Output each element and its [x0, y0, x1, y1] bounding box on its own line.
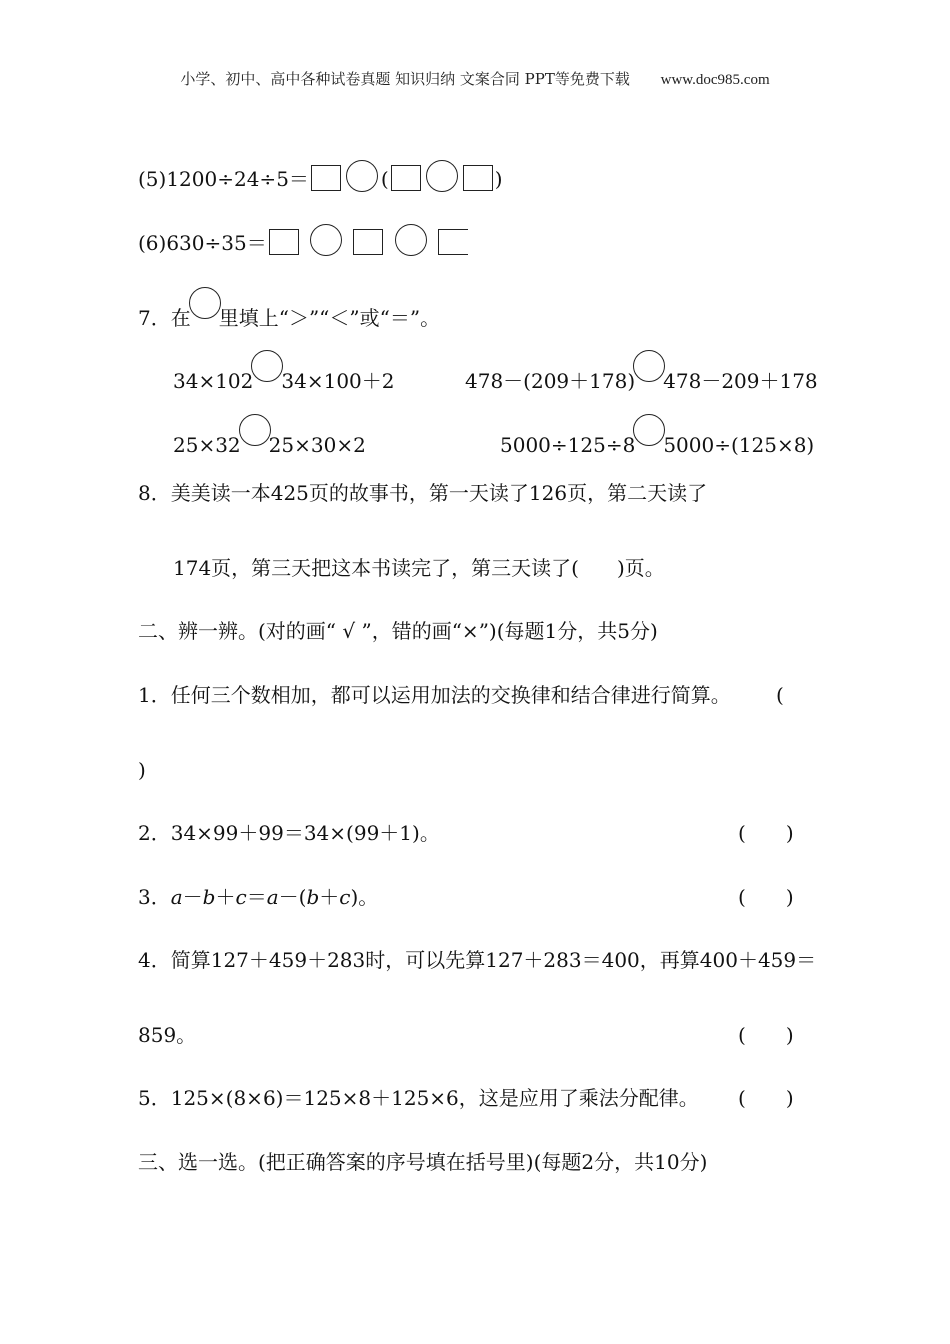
- op: －: [182, 885, 203, 909]
- q8-text: 174页，第三天把这本书读完了，第三天读了(: [173, 556, 579, 580]
- q7-prefix: 7．在: [138, 306, 191, 330]
- question-5: [138, 160, 503, 194]
- op: ＝: [246, 885, 267, 909]
- compare-right: 5000÷(125×8): [663, 433, 815, 457]
- operator-circle[interactable]: [346, 160, 378, 192]
- operator-circle[interactable]: [426, 160, 458, 192]
- compare-right: 478－209＋178: [663, 369, 818, 393]
- paren-open: (: [738, 885, 746, 909]
- compare-right: 34×100＋2: [281, 369, 395, 393]
- q5-label: (5)1200÷24÷5＝: [138, 167, 309, 191]
- question-7: [138, 287, 440, 333]
- judge-item-4-line2: 859。: [138, 1023, 197, 1047]
- q7-suffix: 里填上“＞”“＜”或“＝”。: [218, 306, 441, 330]
- header-site: www.doc985.com: [660, 72, 770, 88]
- compare-item: [173, 414, 366, 460]
- answer-box[interactable]: [391, 165, 421, 191]
- var-b: b: [306, 885, 320, 909]
- paren-close: ): [785, 821, 794, 845]
- q5-paren-open: (: [380, 167, 389, 191]
- var-c: c: [339, 885, 351, 909]
- var-c: c: [235, 885, 247, 909]
- var-a: a: [170, 885, 183, 909]
- compare-item: [465, 350, 818, 396]
- compare-circle[interactable]: [633, 414, 665, 446]
- q8-text-end: )页。: [616, 556, 665, 580]
- section-2-title: 二、辨一辨。(对的画“ √ ”，错的画“×”)(每题1分，共5分): [138, 619, 658, 643]
- var-a: a: [266, 885, 279, 909]
- judge-item-5: 5．125×(8×6)＝125×8＋125×6，这是应用了乘法分配律。: [138, 1086, 699, 1110]
- judge-paren-open[interactable]: (: [776, 683, 784, 707]
- judge-answer[interactable]: [738, 1020, 794, 1050]
- judge-answer[interactable]: [738, 1083, 794, 1113]
- compare-left: 25×32: [173, 433, 241, 457]
- question-6: [138, 224, 470, 258]
- judge-paren-close[interactable]: ): [138, 758, 146, 782]
- question-8-line2: [173, 553, 665, 583]
- op: ＋: [319, 885, 340, 909]
- judge-answer[interactable]: [738, 882, 794, 912]
- answer-box[interactable]: [353, 229, 383, 255]
- question-8-line1: 8．美美读一本425页的故事书，第一天读了126页，第二天读了: [138, 481, 708, 505]
- judge-item-3: [138, 882, 378, 912]
- judge-item-4-line1: 4．简算127＋459＋283时，可以先算127＋283＝400，再算400＋459＝: [138, 948, 817, 972]
- judge-item-2: 2．34×99＋99＝34×(99＋1)。: [138, 821, 440, 845]
- paren-close: ): [785, 1023, 794, 1047]
- answer-box[interactable]: [311, 165, 341, 191]
- operator-circle[interactable]: [395, 224, 427, 256]
- paren-open: (: [738, 821, 746, 845]
- op: －(: [278, 885, 307, 909]
- judge-item-1: 1．任何三个数相加，都可以运用加法的交换律和结合律进行简算。: [138, 683, 731, 707]
- paren-open: (: [738, 1086, 746, 1110]
- op: )。: [350, 885, 379, 909]
- compare-circle[interactable]: [239, 414, 271, 446]
- q6-label: (6)630÷35＝: [138, 231, 267, 255]
- paren-close: ): [785, 1086, 794, 1110]
- paren-close: ): [785, 885, 794, 909]
- compare-left: 478－(209＋178): [465, 369, 636, 393]
- compare-item: [173, 350, 395, 396]
- page-header: [0, 68, 950, 89]
- answer-box[interactable]: [269, 229, 299, 255]
- compare-item: [500, 414, 814, 460]
- var-b: b: [202, 885, 216, 909]
- operator-circle[interactable]: [310, 224, 342, 256]
- compare-circle[interactable]: [633, 350, 665, 382]
- compare-right: 25×30×2: [268, 433, 366, 457]
- compare-circle-icon: [189, 287, 221, 319]
- header-text: 小学、初中、高中各种试卷真题 知识归纳 文案合同 PPT等免费下载: [180, 70, 630, 88]
- answer-box[interactable]: [438, 229, 468, 255]
- compare-left: 5000÷125÷8: [500, 433, 636, 457]
- answer-box[interactable]: [463, 165, 493, 191]
- compare-left: 34×102: [173, 369, 254, 393]
- section-3-title: 三、选一选。(把正确答案的序号填在括号里)(每题2分，共10分): [138, 1150, 708, 1174]
- q5-paren-close: ): [494, 167, 503, 191]
- op: ＋: [215, 885, 236, 909]
- item-number: 3．: [138, 885, 171, 909]
- judge-answer[interactable]: [738, 818, 794, 848]
- compare-circle[interactable]: [251, 350, 283, 382]
- paren-open: (: [738, 1023, 746, 1047]
